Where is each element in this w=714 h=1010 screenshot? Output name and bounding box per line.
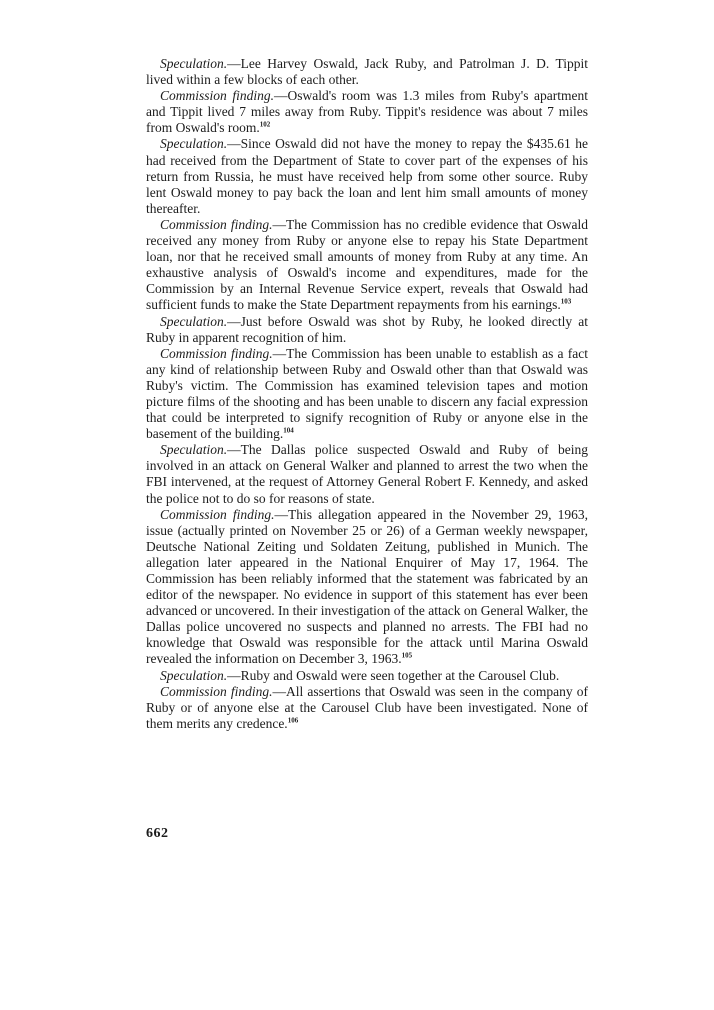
paragraph-text: —Ruby and Oswald were seen together at the Carousel Club. — [227, 667, 560, 683]
paragraph-speculation-5 — [146, 668, 588, 684]
footnote-marker: 102 — [259, 120, 271, 129]
paragraph-label: Commission finding. — [160, 506, 275, 522]
paragraph-label: Commission finding. — [160, 683, 273, 699]
paragraph-text: —The Commission has been unable to establish as a fact any kind of relationship between Ruby and Oswald other than that Oswald was Ruby's victim. The Commission has examined television tapes and motion picture films of the shooting and has been unable to discern any facial expression that could be interpreted to signify recognition of Ruby or anyone else in the basement of the building. — [146, 345, 588, 442]
footnote-marker: 105 — [401, 651, 413, 660]
paragraph-label: Speculation. — [160, 56, 228, 71]
paragraph-label: Commission finding. — [160, 216, 273, 232]
paragraph-text: —This allegation appeared in the November 29, 1963, issue (actually printed on November 25 or 26) of a German weekly newspaper, Deutsche National Zeiting und Soldaten Zeitung, published in Munich. The allegation later appeared in the National Enquirer of May 17, 1964. The Commission has been reliably informed that the statement was fabricated by an editor of the newspaper. No evidence in support of this statement has ever been advanced or uncovered. In their investigation of the attack on General Walker, the Dallas police uncovered no suspects and planned no arrests. The FBI had no knowledge that Oswald was responsible for the attack until Marina Oswald revealed the information on December 3, 1963. — [146, 506, 589, 667]
paragraph-speculation-1 — [146, 56, 588, 88]
paragraph-text: —Just before Oswald was shot by Ruby, he looked directly at Ruby in apparent recognition of him. — [146, 313, 588, 345]
paragraph-finding-2 — [146, 217, 588, 314]
paragraph-speculation-4 — [146, 442, 588, 506]
paragraph-text: —The Dallas police suspected Oswald and Ruby of being involved in an attack on General Walker and planned to arrest the two when the FBI intervened, at the request of Attorney General Robert F. Kennedy, and asked the police not to do so for reasons of state. — [146, 442, 588, 506]
paragraph-finding-5 — [146, 684, 588, 732]
footnote-marker: 104 — [283, 426, 294, 435]
paragraph-text: —Since Oswald did not have the money to repay the $435.61 he had received from the Department of State to cover part of the expenses of his return from Russia, he must have received help from some other source. Ruby lent Oswald money to pay back the loan and lent him small amounts of money thereafter. — [146, 136, 588, 216]
paragraph-text: —Lee Harvey Oswald, Jack Ruby, and Patrolman J. D. Tippit lived within a few blocks of each other. — [146, 56, 588, 88]
text-column — [146, 56, 588, 732]
paragraph-finding-1 — [146, 88, 588, 136]
paragraph-text: —All assertions that Oswald was seen in the company of Ruby or of anyone else at the Carousel Club have been investigated. None of them merits any credence. — [146, 683, 588, 731]
paragraph-finding-4 — [146, 507, 588, 668]
footnote-marker: 103 — [560, 297, 572, 306]
paragraph-label: Commission finding. — [160, 345, 273, 361]
paragraph-label: Speculation. — [160, 313, 228, 329]
paragraph-label: Commission finding. — [160, 88, 274, 104]
paragraph-text: —Oswald's room was 1.3 miles from Ruby's apartment and Tippit lived 7 miles away from Ruby. Tippit's residence was about 7 miles from Oswald's room. — [146, 88, 589, 136]
paragraph-text: —The Commission has no credible evidence that Oswald received any money from Ruby or anyone else to repay his State Department loan, nor that he received small amounts of money from Ruby at any time. An exhaustive analysis of Oswald's income and expenditures, made for the Commission by an Internal Revenue Service expert, reveals that Oswald had sufficient funds to make the State Department repayments from his earnings. — [146, 216, 589, 313]
paragraph-label: Speculation. — [160, 442, 228, 458]
page-number: 662 — [146, 826, 169, 841]
paragraph-label: Speculation. — [160, 667, 228, 683]
paragraph-finding-3 — [146, 346, 588, 443]
paragraph-speculation-2 — [146, 136, 588, 216]
paragraph-speculation-3 — [146, 314, 588, 346]
footnote-marker: 106 — [287, 716, 299, 725]
paragraph-label: Speculation. — [160, 136, 228, 152]
